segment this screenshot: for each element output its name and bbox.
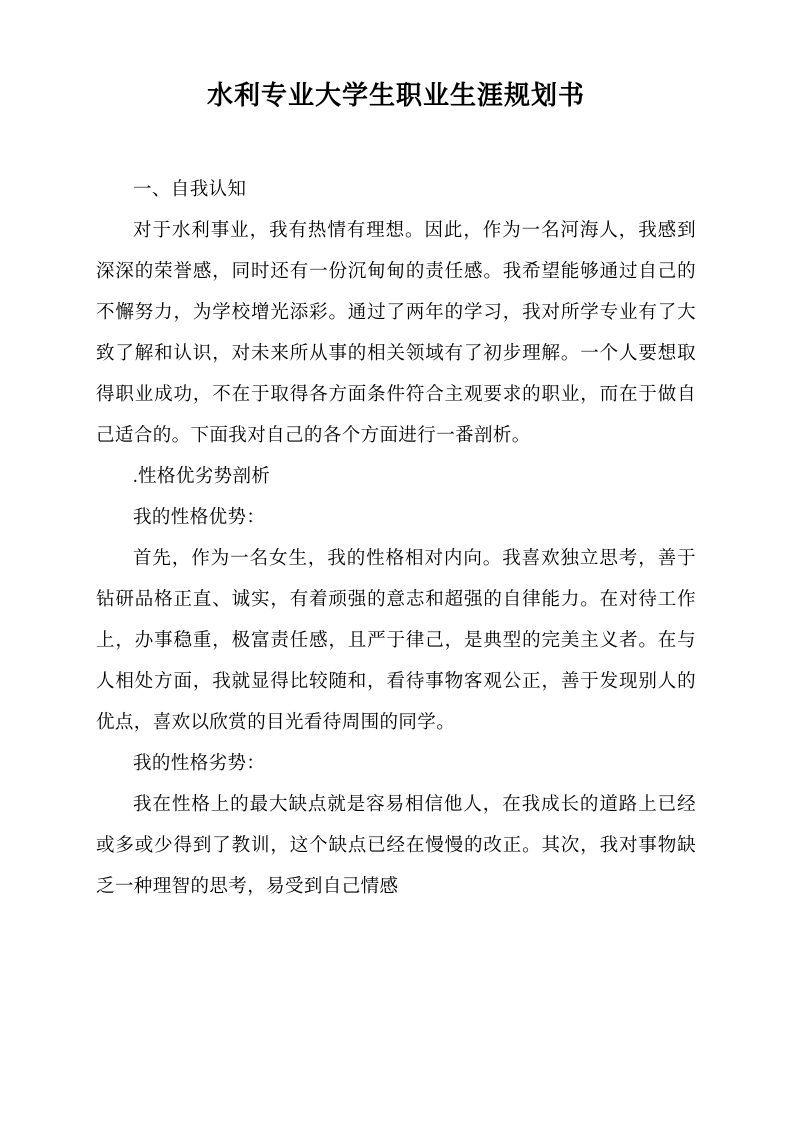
subsection-heading-personality-analysis: .性格优劣势剖析 xyxy=(133,467,271,488)
page-title: 水利专业大学生职业生涯规划书 xyxy=(206,81,585,110)
label-personality-strengths: 我的性格优势： xyxy=(133,508,266,529)
label-personality-weaknesses: 我的性格劣势： xyxy=(133,754,266,775)
paragraph-personality-weaknesses-body: 我在性格上的最大缺点就是容易相信他人，在我成长的道路上已经或多或少得到了教训，这个缺点已经在慢慢的改正。其次，我对事物缺乏一种理智的思考，易受到自己情感 xyxy=(96,795,696,898)
paragraph-personality-strengths-body: 首先，作为一名女生，我的性格相对内向。我喜欢独立思考，善于钻研品格正直、诚实，有着顽强的意志和超强的自律能力。在对待工作上，办事稳重，极富责任感，且严于律己，是典型的完美主义者。在与人相处方面，我就显得比较随和，看待事物客观公正，善于发现别人的优点，喜欢以欣赏的目光看待周围的同学。 xyxy=(96,549,696,734)
document-body xyxy=(96,78,696,908)
section-heading-self-awareness: 一、自我认知 xyxy=(133,180,247,201)
paragraph-self-awareness-body: 对于水利事业，我有热情有理想。因此，作为一名河海人，我感到深深的荣誉感，同时还有一份沉甸甸的责任感。我希望能够通过自己的不懈努力，为学校增光添彩。通过了两年的学习，我对所学专业有了大致了解和认识，对未来所从事的相关领域有了初步理解。一个人要想取得职业成功，不在于取得各方面条件符合主观要求的职业，而在于做自己适合的。下面我对自己的各个方面进行一番剖析。 xyxy=(96,221,696,447)
